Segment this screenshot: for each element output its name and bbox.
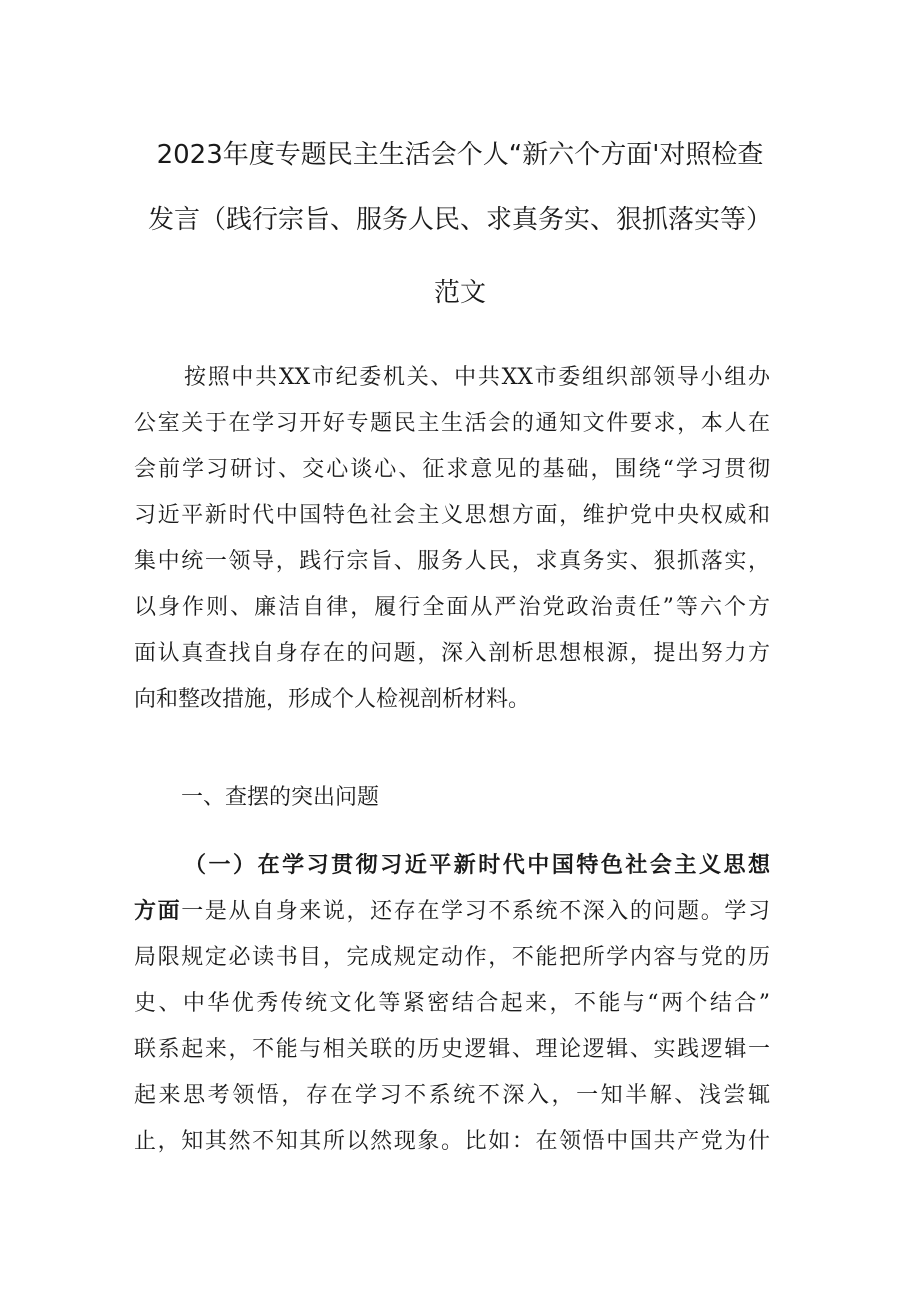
intro-line: 向和整改措施，形成个人检视剖析材料。	[134, 687, 531, 712]
subsection-line: 史、中华优秀传统文化等紧密结合起来，不能与“两个结合”	[134, 991, 770, 1016]
subsection-line	[134, 889, 770, 935]
intro-line: 面认真查找自身存在的问题，深入剖析思想根源，提出努力方	[134, 641, 770, 666]
intro-line: 集中统一领导，践行宗旨、服务人民，求真务实、狠抓落实，	[134, 549, 770, 574]
intro-paragraph	[134, 355, 770, 723]
subsection-line: 联系起来，不能与相关联的历史逻辑、理论逻辑、实践逻辑一	[134, 1037, 770, 1062]
subsection-line: 止，知其然不知其所以然现象。比如：在领悟中国共产党为什	[134, 1129, 770, 1154]
subsection-line-text: 一是从自身来说，还存在学习不系统不深入的问题。学习	[181, 899, 770, 924]
section-heading: 一、查摆的突出问题	[181, 785, 380, 810]
document-title-line-1: 2023年度专题民主生活会个人“新六个方面'对照检查	[156, 140, 764, 170]
intro-line: 按照中共XX市纪委机关、中共XX市委组织部领导小组办	[184, 365, 770, 390]
intro-line: 以身作则、廉洁自律，履行全面从严治党政治责任”等六个方	[134, 595, 770, 620]
subsection-heading: （一）在学习贯彻习近平新时代中国特色社会主义思想	[184, 853, 770, 878]
subsection-paragraph	[134, 843, 770, 1165]
document-title-line-3: 范文	[433, 278, 486, 308]
subsection-line: 局限规定必读书目，完成规定动作，不能把所学内容与党的历	[134, 945, 770, 970]
intro-line: 会前学习研讨、交心谈心、征求意见的基础，围绕“学习贯彻	[134, 457, 770, 482]
document-title-line-2: 发言（践行宗旨、服务人民、求真务实、狠抓落实等）	[147, 205, 772, 235]
intro-line: 公室关于在学习开好专题民主生活会的通知文件要求，本人在	[134, 411, 770, 436]
subsection-heading-lead: 方面	[134, 899, 182, 924]
intro-line: 习近平新时代中国特色社会主义思想方面，维护党中央权威和	[134, 503, 770, 528]
subsection-line: 起来思考领悟，存在学习不系统不深入，一知半解、浅尝辄	[134, 1083, 770, 1108]
